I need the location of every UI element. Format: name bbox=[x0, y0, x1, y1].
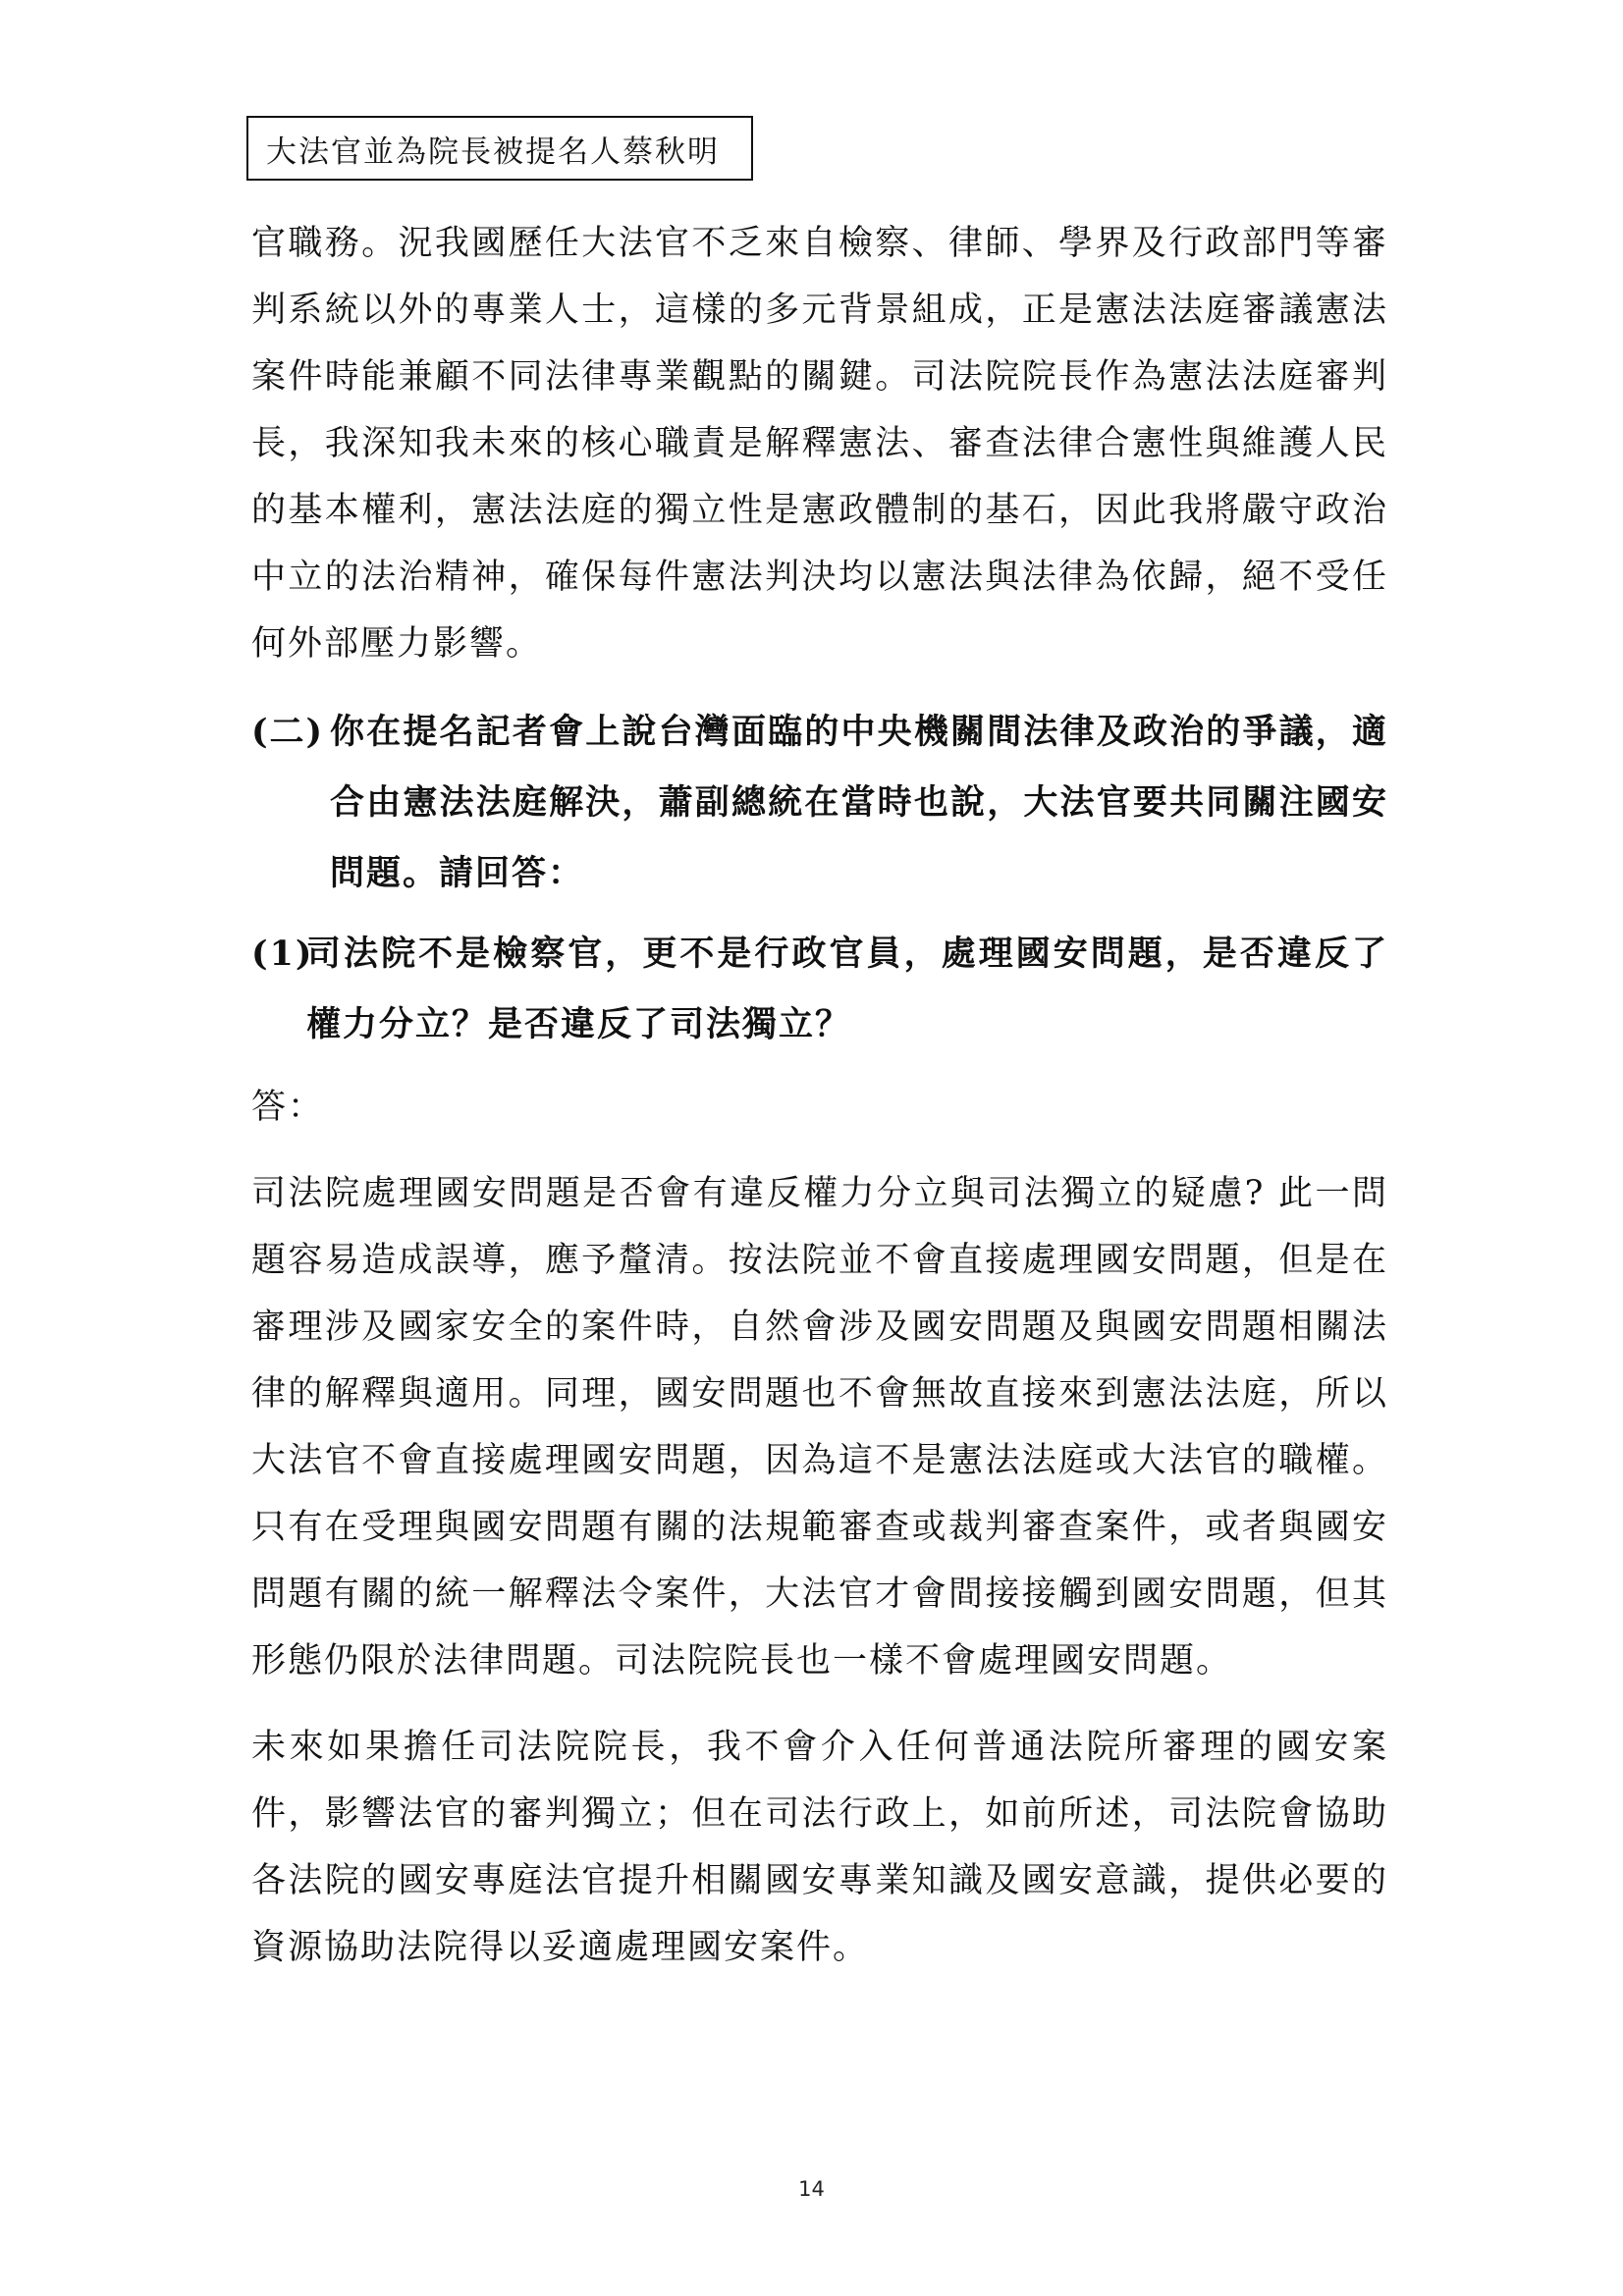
answer-paragraph-1: 司法院處理國安問題是否會有違反權力分立與司法獨立的疑慮? 此一問題容易造成誤導，應予釐清。按法院並不會直接處理國安問題，但是在審理涉及國家安全的案件時，自然會涉及國安問題及與國安問題相關法律的解釋與適用。同理，國安問題也不會無故直接來到憲法法庭，所以大法官不會直接處理國安問題，因為這不是憲法法庭或大法官的職權。只有在受理與國安問題有關的法規範審查或裁判審查案件，或者與國安問題有關的統一解釋法令案件，大法官才會間接接觸到國安問題，但其形態仍限於法律問題。司法院院長也一樣不會處理國安問題。 bbox=[251, 1174, 1388, 1681]
intro-paragraph: 官職務。況我國歷任大法官不乏來自檢察、律師、學界及行政部門等審判系統以外的專業人士，這樣的多元背景組成，正是憲法法庭審議憲法案件時能兼顧不同法律專業觀點的關鍵。司法院院長作為憲法法庭審判長，我深知我未來的核心職責是解釋憲法、審查法律合憲性與維護人民的基本權利，憲法法庭的獨立性是憲政體制的基石，因此我將嚴守政治中立的法治精神，確保每件憲法判決均以憲法與法律為依歸，絕不受任何外部壓力影響。 bbox=[251, 224, 1388, 664]
answer-paragraph-2: 未來如果擔任司法院院長，我不會介入任何普通法院所審理的國安案件，影響法官的審判獨立；但在司法行政上，如前所述，司法院會協助各法院的國安專庭法官提升相關國安專業知識及國安意識，提供必要的資源協助法院得以妥適處理國安案件。 bbox=[251, 1728, 1388, 1967]
page-content bbox=[251, 210, 1388, 2001]
question-sub-marker: (1) bbox=[251, 934, 314, 974]
question-sub-text: 司法院不是檢察官，更不是行政官員，處理國安問題，是否違反了權力分立？是否違反了司法獨立？ bbox=[306, 934, 1388, 1044]
page-number: 14 bbox=[798, 2177, 825, 2201]
question-main bbox=[251, 697, 1388, 909]
question-main-marker: (二) bbox=[251, 712, 325, 752]
question-sub bbox=[251, 919, 1388, 1060]
question-main-text: 你在提名記者會上說台灣面臨的中央機關間法律及政治的爭議，適合由憲法法庭解決，蕭副總統在當時也說，大法官要共同關注國安問題。請回答： bbox=[330, 712, 1388, 893]
nominee-header-box bbox=[246, 116, 753, 181]
nominee-header-label: 大法官並為院長被提名人蔡秋明 bbox=[266, 133, 720, 170]
answer-label: 答： bbox=[251, 1088, 325, 1127]
